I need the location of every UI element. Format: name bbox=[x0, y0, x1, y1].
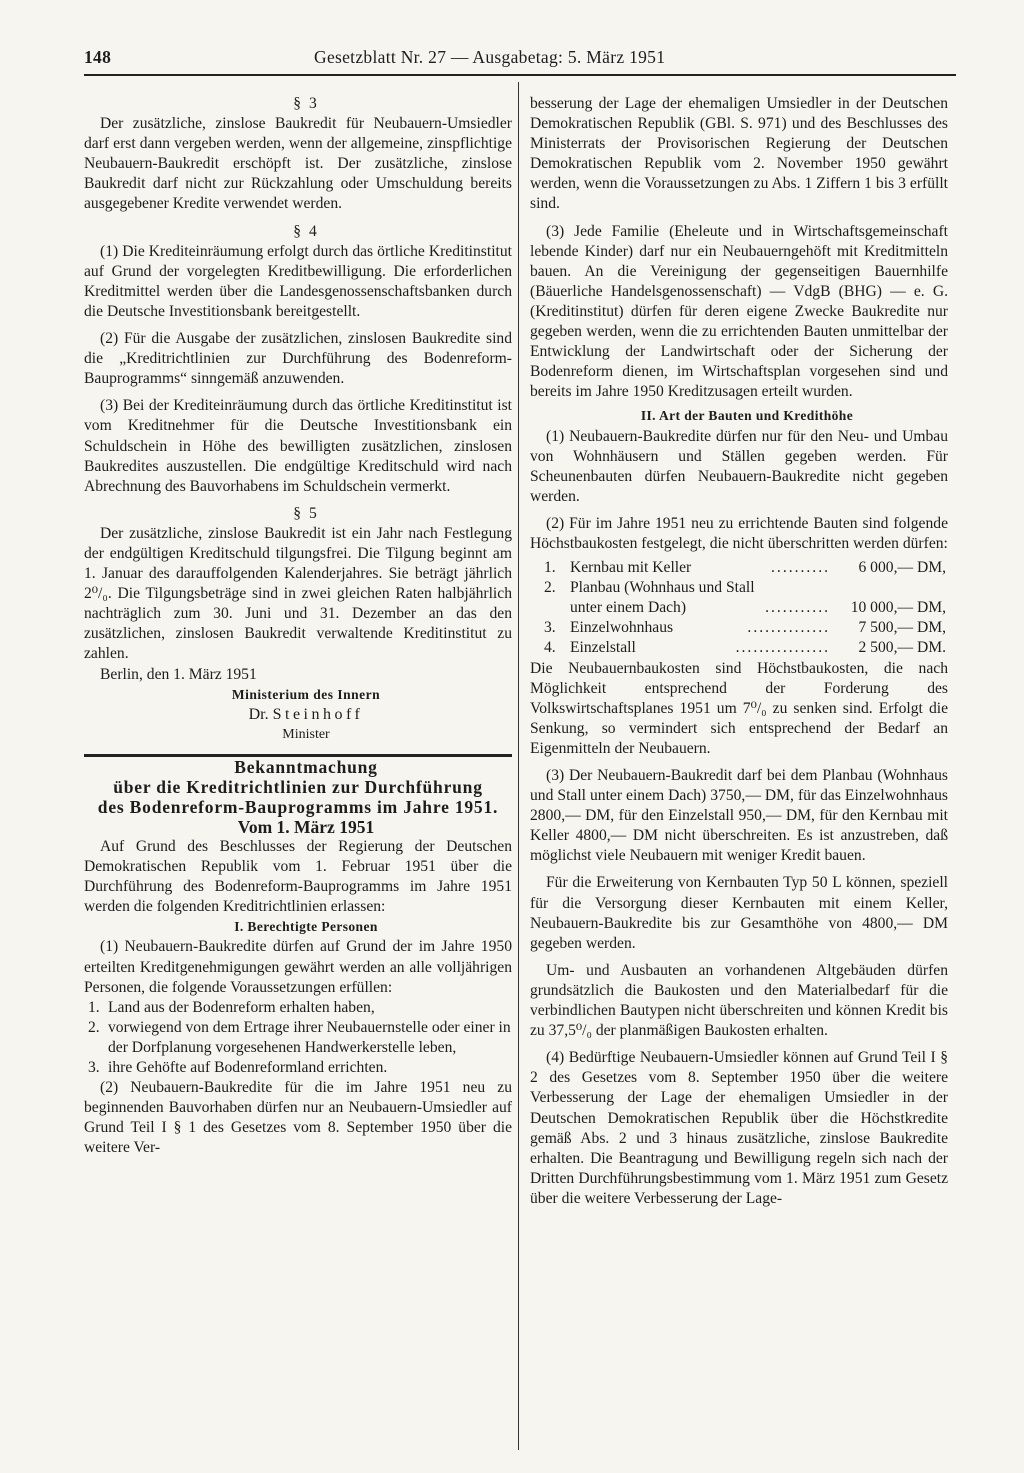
running-title: Gesetzblatt Nr. 27 — Ausgabetag: 5. März 1951 bbox=[314, 47, 666, 67]
cost-table bbox=[530, 558, 948, 658]
signatory-title-prefix: Dr. bbox=[248, 705, 269, 723]
right-column bbox=[530, 94, 948, 1209]
section-heading: § 5 bbox=[293, 504, 319, 522]
cost-number: 4. bbox=[544, 639, 556, 657]
announcement-title-line: über die Kreditrichtlinien zur Durchführung bbox=[113, 776, 483, 797]
paragraph: (2) Für die Ausgabe der zusätzlichen, zinslosen Baukredite sind die „Kreditrichtlinien zur Durchführung des Bodenreform-Bauprogramms“ sinngemäß anzuwenden. bbox=[84, 330, 512, 388]
paragraph: (1) Neubauern-Baukredite dürfen nur für den Neu- und Umbau von Wohnhäusern und Ställen gegeben werden. Für Scheunenbauten dürfen Neubauern-Baukredite nicht gegeben werden. bbox=[530, 427, 948, 505]
paragraph: (4) Bedürftige Neubauern-Umsiedler können auf Grund Teil I § 2 des Gesetzes vom 8. September 1950 über die weitere Verbesserung der Lage der ehemaligen Umsiedler in der Deutschen Demokratischen Republik über die Höchstkredite gemäß Abs. 2 und 3 hinaus zusätzliche, zinslose Baukredite erhalten. Die Beantragung und Bewilligung regeln sich nach der Dritten Durchführungsbestimmung vom 1. März 1951 zum Gesetz über die weitere Verbesserung der Lage- bbox=[530, 1049, 948, 1207]
cost-amount: 6 000,— DM, bbox=[858, 559, 946, 577]
cost-number: 1. bbox=[544, 559, 556, 577]
paragraph: (2) Neubauern-Baukredite für die im Jahre 1951 neu zu beginnenden Bauvorhaben dürfen nur an Neubauern-Umsiedler auf Grund Teil I § 1 des Gesetzes vom 8. September 1950 über die weitere Ver- bbox=[84, 1079, 512, 1157]
page-header bbox=[84, 47, 956, 71]
column-divider bbox=[518, 82, 519, 1450]
announcement-title bbox=[84, 757, 512, 817]
place-and-date: Berlin, den 1. März 1951 bbox=[100, 665, 257, 683]
announcement-title-line: Bekanntmachung bbox=[234, 756, 378, 777]
cost-amount: 10 000,— DM, bbox=[850, 599, 946, 617]
signatory-name: Steinhoff bbox=[272, 705, 364, 723]
cost-row bbox=[530, 618, 948, 638]
list-text: ihre Gehöfte auf Bodenreformland errichten. bbox=[108, 1059, 388, 1077]
list-item bbox=[84, 998, 512, 1018]
paragraph: (3) Der Neubauern-Baukredit darf bei dem Planbau (Wohnhaus und Stall unter einem Dach) 3750,— DM, für das Einzelwohnhaus 2800,— DM, für den Einzelstall 950,— DM, für den Kernbau mit Keller 4800,— DM nicht überschreiten. Es ist anzustreben, daß möglichst viele Neubauern mit weniger Kredit bauen. bbox=[530, 767, 948, 865]
cost-row bbox=[530, 638, 948, 658]
cost-row bbox=[530, 558, 948, 578]
section-heading: § 4 bbox=[293, 222, 319, 240]
paragraph: Der zusätzliche, zinslose Baukredit ist ein Jahr nach Festlegung der endgültigen Kreditschuld tilgungsfrei. Die Tilgung beginnt am 1. Januar des darauffolgenden Kalenderjahres. Sie beträgt jährlich 2⁰/₀. Die Tilgungsbeträge sind in zwei gleichen Raten halbjährlich nachträglich zum 30. Juni und 31. Dezember an das den zusätzlichen, zinslosen Baukredit verwaltende Kreditinstitut zu zahlen. bbox=[84, 524, 512, 663]
ministry-name: Ministerium des Innern bbox=[231, 686, 381, 702]
paragraph: Der zusätzliche, zinslose Baukredit für Neubauern-Umsiedler darf erst dann vergeben werden, wenn der allgemeine, zinspflichtige Neubauern-Baukredit erschöpft ist. Der zusätzliche, zinslose Baukredit darf nicht zur Rückzahlung oder Umschuldung bereits ausgegebener Kredite verwendet werden. bbox=[84, 115, 512, 213]
paragraph: Auf Grund des Beschlusses der Regierung der Deutschen Demokratischen Republik vom 1. Februar 1951 über die Durchführung des Bodenreform-Bauprogramms im Jahre 1951 werden die folgenden Kreditrichtlinien erlassen: bbox=[84, 838, 512, 916]
paragraph: (2) Für im Jahre 1951 neu zu errichtende Bauten sind folgende Höchstbaukosten festgelegt, die nicht überschritten werden dürfen: bbox=[530, 514, 948, 552]
cost-label-continued: unter einem Dach) bbox=[570, 599, 687, 617]
leader-dots: .......... bbox=[771, 559, 830, 577]
announcement-title-line: des Bodenreform-Bauprogramms im Jahre 1951. bbox=[97, 796, 499, 817]
leader-dots: .............. bbox=[747, 619, 830, 637]
paragraph: (1) Neubauern-Baukredite dürfen auf Grund der im Jahre 1950 erteilten Kreditgenehmigungen gewährt werden an alle volljährigen Personen, die folgende Voraussetzungen erfüllen: bbox=[84, 938, 512, 996]
list-item bbox=[84, 1058, 512, 1078]
leader-dots: ................ bbox=[735, 639, 830, 657]
paragraph: (3) Jede Familie (Eheleute und in Wirtschaftsgemeinschaft lebende Kinder) darf nur ein Neubauerngehöft mit Kreditmitteln bauen. An die Vereinigung der gegenseitigen Bauernhilfe (Bäuerliche Handelsgenossenschaft) — VdgB (BHG) — e. G. (Kreditinstitut) dürfen für deren eigene Zwecke Baukredite nur gegeben werden, wenn die zu errichtenden Bauten unmittelbar der Entwicklung der Landwirtschaft oder der Sicherung der Bodenreform dienen, im Wirtschaftsplan vorgesehen sind und bereits im Jahre 1950 Kreditzusagen erteilt wurden. bbox=[530, 222, 948, 401]
signatory bbox=[84, 705, 512, 725]
paragraph: Um- und Ausbauten an vorhandenen Altgebäuden dürfen grundsätzlich die Baukosten und den Materialbedarf für die verbindlichen Bautypen nicht überschreiten und können Kredit bis zu 37,5⁰/₀ der planmäßigen Baukosten erhalten. bbox=[530, 961, 948, 1040]
leader-dots: ........... bbox=[765, 599, 830, 617]
header-rule bbox=[84, 74, 956, 76]
cost-label: Einzelwohnhaus bbox=[570, 619, 674, 637]
paragraph: besserung der Lage der ehemaligen Umsiedler in der Deutschen Demokratischen Republik (GBl. S. 971) und des Beschlusses des Ministerrats der Provisorischen Regierung der Deutschen Demokratischen Republik vom 2. November 1950 gewährt werden, wenn die Voraussetzungen zu Abs. 1 Ziffern 1 bis 3 erfüllt sind. bbox=[530, 95, 948, 213]
paragraph: Die Neubauernbaukosten sind Höchstbaukosten, die nach Möglichkeit entsprechend der Forderung des Volkswirtschaftsplanes 1951 um 7⁰/₀ zu senken sind. Erfolgt die Senkung, so vermindert sich entsprechend der Bedarf an Eigenmitteln der Neubauern. bbox=[530, 659, 948, 757]
section-heading: § 3 bbox=[293, 95, 319, 112]
paragraph: Für die Erweiterung von Kernbauten Typ 50 L können, speziell für die Versorgung dieser Kernbauten mit einem Keller, Neubauern-Baukredite bis zur Gesamthöhe von 4800,— DM gegeben werden. bbox=[530, 874, 948, 952]
paragraph: (3) Bei der Krediteinräumung durch das örtliche Kreditinstitut ist vom Kreditnehmer für die Deutsche Investitionsbank ein Schuldschein in Höhe des bewilligten zusätzlichen, zinslosen Baukredites auszustellen. Die endgültige Kreditschuld wird nach Abrechnung des Bauvorhabens im Schuldschein vermerkt. bbox=[84, 397, 512, 495]
paragraph: (1) Die Krediteinräumung erfolgt durch das örtliche Kreditinstitut auf Grund der vorgelegten Kreditbewilligung. Die erforderlichen Kreditmittel werden über die Landesgenossenschaftsbanken durch die Deutsche Investitionsbank bereitgestellt. bbox=[84, 242, 512, 320]
subsection-heading: II. Art der Bauten und Kredithöhe bbox=[640, 408, 854, 424]
list-number: 1. bbox=[88, 998, 100, 1016]
cost-label: Kernbau mit Keller bbox=[570, 559, 692, 577]
list-number: 2. bbox=[88, 1018, 100, 1036]
cost-row bbox=[530, 578, 948, 618]
left-column bbox=[84, 94, 512, 1159]
numbered-list bbox=[84, 998, 512, 1078]
list-text: vorwiegend von dem Ertrage ihrer Neubauernstelle oder einer in der Dorfplanung vorgesehenen Handwerkerstelle leben, bbox=[108, 1018, 511, 1056]
cost-amount: 2 500,— DM. bbox=[858, 639, 946, 657]
cost-number: 3. bbox=[544, 619, 556, 637]
cost-label: Einzelstall bbox=[570, 639, 636, 657]
cost-amount: 7 500,— DM, bbox=[858, 619, 946, 637]
cost-number: 2. bbox=[544, 579, 556, 597]
announcement-date: Vom 1. März 1951 bbox=[237, 816, 375, 837]
list-text: Land aus der Bodenreform erhalten haben, bbox=[108, 998, 375, 1016]
cost-label: Planbau (Wohnhaus und Stall bbox=[570, 579, 755, 597]
subsection-heading: I. Berechtigte Personen bbox=[234, 919, 378, 935]
list-item bbox=[84, 1018, 512, 1058]
list-number: 3. bbox=[88, 1059, 100, 1077]
page-number: 148 bbox=[84, 47, 112, 67]
signatory-office: Minister bbox=[282, 726, 330, 742]
